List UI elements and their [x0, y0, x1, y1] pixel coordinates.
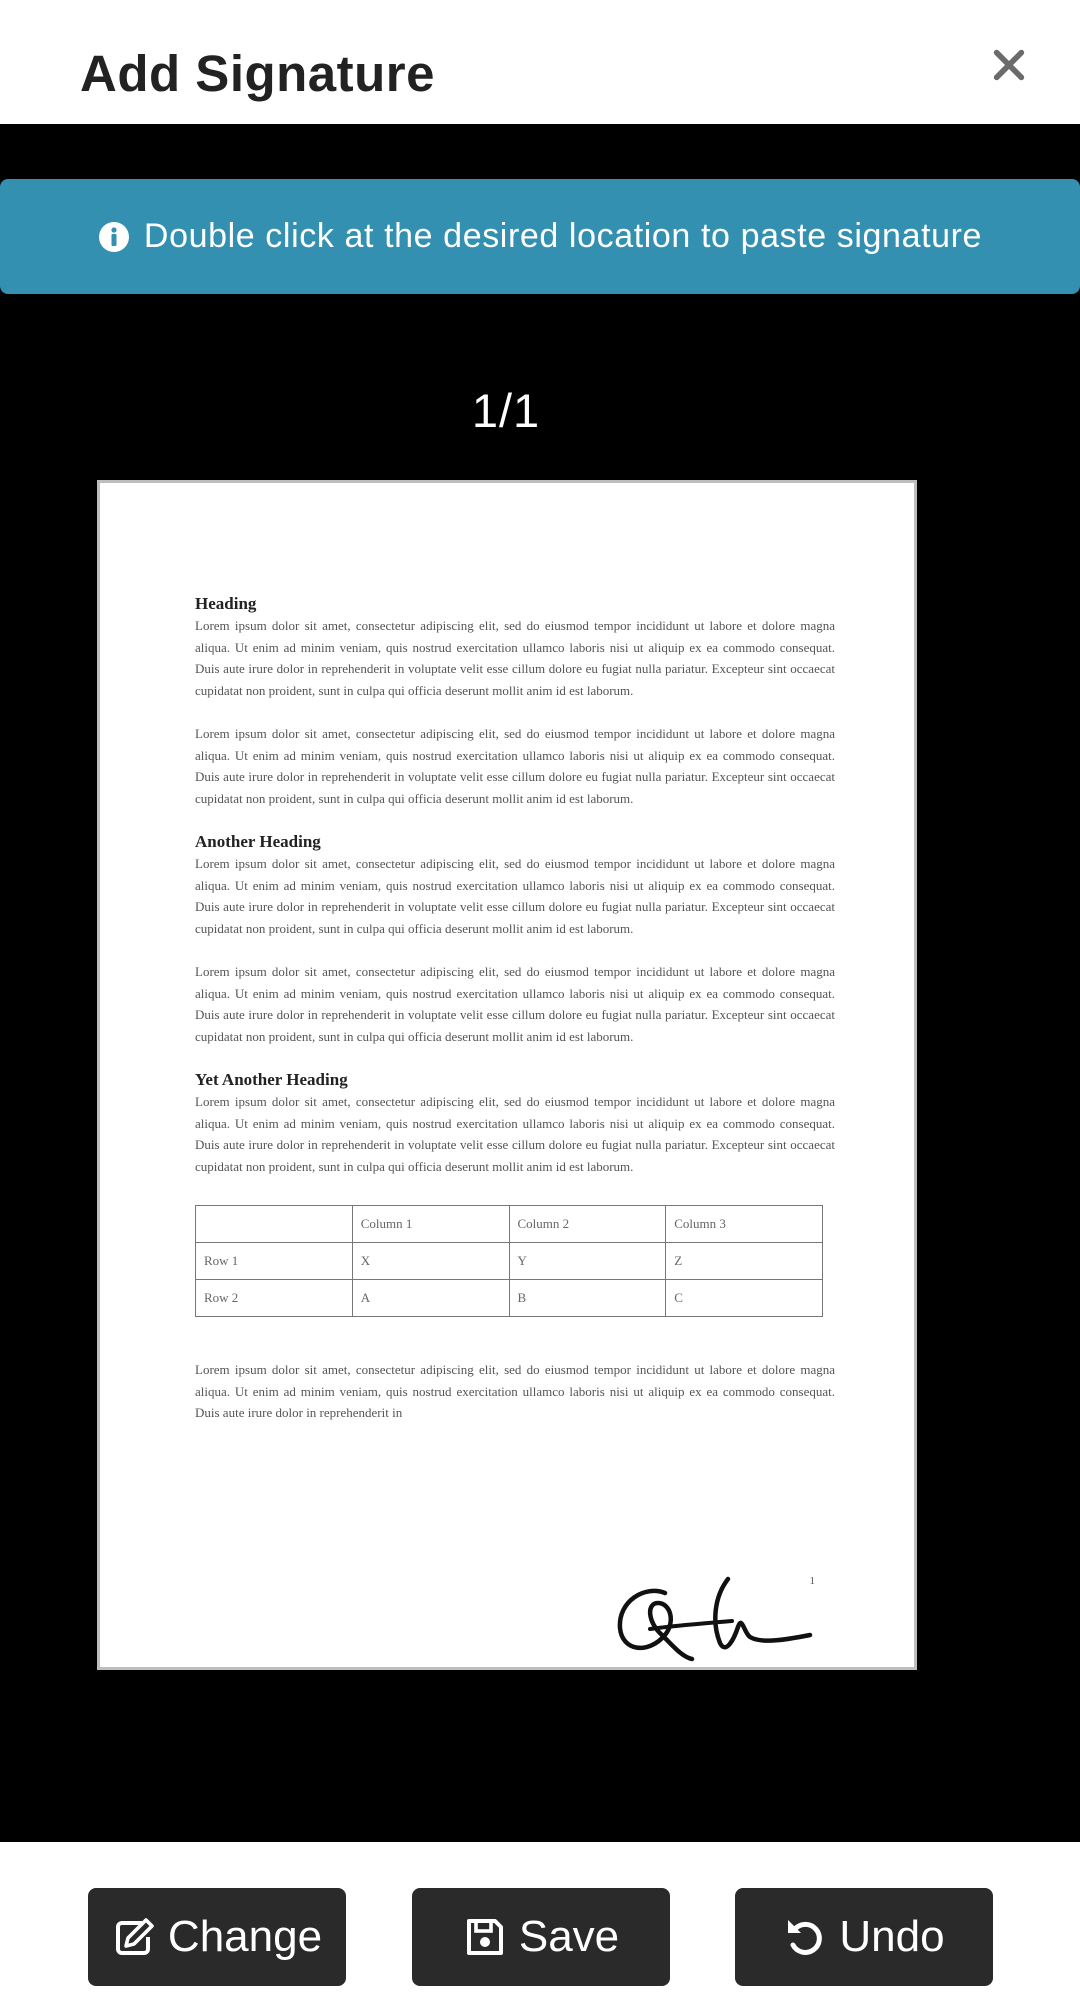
table-cell: Row 2	[196, 1280, 353, 1317]
doc-paragraph: Lorem ipsum dolor sit amet, consectetur adipiscing elit, sed do eiusmod tempor incididunt ut labore et dolore magna aliqua. Ut enim ad minim veniam, quis nostrud exercitation ullamco laboris nisi ut aliquip ex ea commodo consequat. Duis aute irure dolor in reprehenderit in voluptate velit esse cillum dolore eu fugiat nulla pariatur. Excepteur sint occaecat cupidatat non proident, sunt in culpa qui officia deserunt mollit anim id est laborum.	[195, 1094, 835, 1174]
document-content	[195, 593, 835, 1446]
table-row	[196, 1280, 823, 1317]
close-button[interactable]	[984, 40, 1034, 90]
table-cell: Column 3	[666, 1206, 823, 1243]
doc-heading: Yet Another Heading	[195, 1070, 348, 1089]
table-cell: Z	[666, 1243, 823, 1280]
doc-section	[195, 593, 835, 809]
undo-button-label: Undo	[839, 1912, 945, 1961]
table-cell: B	[509, 1280, 666, 1317]
modal-header	[0, 0, 1080, 124]
table-header-row	[196, 1206, 823, 1243]
doc-heading: Heading	[195, 594, 257, 613]
table-row	[196, 1243, 823, 1280]
doc-paragraph: Lorem ipsum dolor sit amet, consectetur adipiscing elit, sed do eiusmod tempor incididunt ut labore et dolore magna aliqua. Ut enim ad minim veniam, quis nostrud exercitation ullamco laboris nisi ut aliquip ex ea commodo consequat. Duis aute irure dolor in reprehenderit in voluptate velit esse cillum dolore eu fugiat nulla pariatur. Excepteur sint occaecat cupidatat non proident, sunt in culpa qui officia deserunt mollit anim id est laborum.	[195, 726, 835, 806]
change-button-label: Change	[167, 1912, 323, 1961]
page-indicator: 1/1	[471, 384, 541, 437]
undo-icon	[783, 1915, 827, 1959]
modal-footer	[0, 1842, 1080, 2010]
floppy-disk-icon	[463, 1915, 507, 1959]
table-cell: A	[352, 1280, 509, 1317]
change-button[interactable]	[88, 1888, 346, 1986]
document-page[interactable]	[97, 480, 917, 1670]
table-cell: Column 1	[352, 1206, 509, 1243]
doc-paragraph: Lorem ipsum dolor sit amet, consectetur adipiscing elit, sed do eiusmod tempor incididunt ut labore et dolore magna aliqua. Ut enim ad minim veniam, quis nostrud exercitation ullamco laboris nisi ut aliquip ex ea commodo consequat. Duis aute irure dolor in reprehenderit in	[195, 1362, 835, 1420]
table-cell: Column 2	[509, 1206, 666, 1243]
signature-image[interactable]	[610, 1573, 830, 1673]
info-circle-icon	[98, 221, 130, 253]
info-banner	[0, 179, 1080, 294]
doc-paragraph: Lorem ipsum dolor sit amet, consectetur adipiscing elit, sed do eiusmod tempor incididunt ut labore et dolore magna aliqua. Ut enim ad minim veniam, quis nostrud exercitation ullamco laboris nisi ut aliquip ex ea commodo consequat. Duis aute irure dolor in reprehenderit in voluptate velit esse cillum dolore eu fugiat nulla pariatur. Excepteur sint occaecat cupidatat non proident, sunt in culpa qui officia deserunt mollit anim id est laborum.	[195, 618, 835, 698]
doc-page-number: 1	[809, 1575, 815, 1587]
table-cell: Row 1	[196, 1243, 353, 1280]
doc-section	[195, 1069, 835, 1177]
banner-text: Double click at the desired location to paste signature	[143, 217, 983, 255]
doc-paragraph: Lorem ipsum dolor sit amet, consectetur adipiscing elit, sed do eiusmod tempor incididunt ut labore et dolore magna aliqua. Ut enim ad minim veniam, quis nostrud exercitation ullamco laboris nisi ut aliquip ex ea commodo consequat. Duis aute irure dolor in reprehenderit in voluptate velit esse cillum dolore eu fugiat nulla pariatur. Excepteur sint occaecat cupidatat non proident, sunt in culpa qui officia deserunt mollit anim id est laborum.	[195, 856, 835, 936]
table-cell	[196, 1206, 353, 1243]
doc-table	[195, 1205, 823, 1317]
doc-paragraph: Lorem ipsum dolor sit amet, consectetur adipiscing elit, sed do eiusmod tempor incididunt ut labore et dolore magna aliqua. Ut enim ad minim veniam, quis nostrud exercitation ullamco laboris nisi ut aliquip ex ea commodo consequat. Duis aute irure dolor in reprehenderit in voluptate velit esse cillum dolore eu fugiat nulla pariatur. Excepteur sint occaecat cupidatat non proident, sunt in culpa qui officia deserunt mollit anim id est laborum.	[195, 964, 835, 1044]
table-cell: Y	[509, 1243, 666, 1280]
doc-section	[195, 831, 835, 1047]
undo-button[interactable]	[735, 1888, 993, 1986]
save-button-label: Save	[518, 1912, 620, 1961]
modal-title: Add Signature	[80, 45, 436, 102]
table-cell: X	[352, 1243, 509, 1280]
table-cell: C	[666, 1280, 823, 1317]
save-button[interactable]	[412, 1888, 670, 1986]
doc-heading: Another Heading	[195, 832, 321, 851]
edit-icon	[112, 1915, 156, 1959]
close-icon	[990, 46, 1028, 84]
